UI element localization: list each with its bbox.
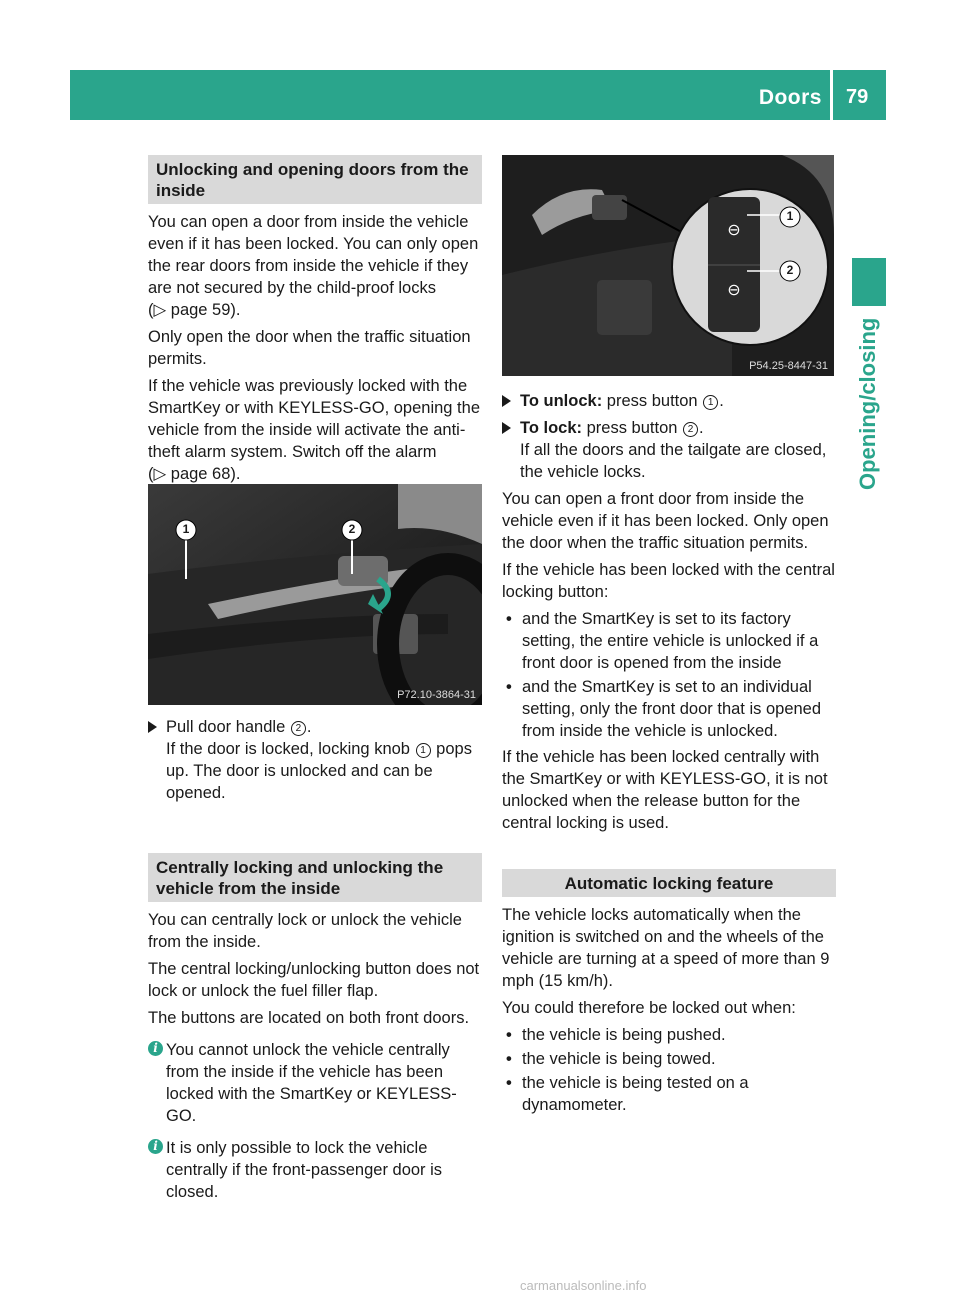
step-unlock: To unlock: press button 1 . (502, 390, 836, 412)
step-lock: To lock: press button 2 . If all the doors and the tailgate are closed, the vehicle locks. (502, 417, 836, 483)
paragraph: Only open the door when the traffic situation permits. (148, 328, 471, 368)
bullet-icon: • (506, 1050, 512, 1068)
side-tab-marker (852, 258, 886, 306)
info-note: i You cannot unlock the vehicle centrally from the inside if the vehicle has been locked with the SmartKey or KEYLESS-GO. (148, 1039, 482, 1127)
callout-2-icon: 2 (683, 422, 698, 437)
callout-2-icon: 2 (291, 721, 306, 736)
header-separator (830, 70, 833, 120)
paragraph: If the vehicle was previously locked with the SmartKey or with KEYLESS-GO, opening the vehicle from the inside will activate the anti-theft alarm system. Switch off the alarm (▷ page 68). (148, 377, 480, 483)
header-title: Doors (758, 86, 822, 109)
paragraph: You can open a front door from inside the vehicle even if it has been locked. Only open the door when the traffic situation permits. (502, 490, 829, 552)
paragraph: You could therefore be locked out when: (502, 999, 796, 1017)
section-heading-central-locking: Centrally locking and unlocking the vehicle from the inside (148, 853, 482, 902)
watermark: carmanualsonline.info (520, 1278, 647, 1293)
callout-1-icon: 1 (703, 395, 718, 410)
door-handle-figure (148, 484, 482, 705)
svg-text:⊖: ⊖ (727, 280, 741, 299)
figure-marker-1: 1 (786, 209, 794, 223)
bullet-icon: • (506, 678, 512, 696)
paragraph: You can open a door from inside the vehicle even if it has been locked. You can only open the rear doors from inside the vehicle if they are not secured by the child-proof locks (▷ page 59). (148, 213, 479, 319)
svg-text:⊖: ⊖ (727, 220, 741, 239)
left-column-lower (148, 716, 482, 1208)
figure-code: P72.10-3864-31 (397, 689, 476, 701)
info-icon: i (148, 1041, 163, 1056)
section-heading-automatic-locking: Automatic locking feature (502, 869, 836, 897)
lock-buttons-figure (502, 155, 834, 376)
list-item: • and the SmartKey is set to an individual setting, only the front door that is opened from inside the vehicle is unlocked. (506, 678, 822, 740)
figure-marker-2: 2 (786, 263, 794, 277)
step-arrow-icon (148, 721, 157, 733)
step-arrow-icon (502, 395, 511, 407)
step-arrow-icon (502, 422, 511, 434)
side-tab-label: Opening/closing (855, 317, 880, 490)
list-item: • the vehicle is being towed. (506, 1050, 716, 1068)
figure-code: P54.25-8447-31 (749, 360, 828, 372)
list-item: • the vehicle is being pushed. (506, 1026, 726, 1044)
paragraph: If the vehicle has been locked centrally with the SmartKey or with KEYLESS-GO, it is not unlocked when the release button for the central locking is used. (502, 748, 828, 832)
callout-1-icon: 1 (416, 743, 431, 758)
list-item: • and the SmartKey is set to its factory setting, the entire vehicle is unlocked if a front door is opened from the inside (506, 610, 819, 672)
figure-marker-1: 1 (182, 522, 190, 536)
paragraph: The vehicle locks automatically when the ignition is switched on and the wheels of the vehicle are turning at a speed of more than 9 mph (15 km/h). (502, 906, 830, 990)
info-icon: i (148, 1139, 163, 1154)
left-column (148, 155, 482, 490)
figure-marker-2: 2 (348, 522, 356, 536)
paragraph: If the vehicle has been locked with the central locking button: (502, 561, 835, 601)
bullet-icon: • (506, 1074, 512, 1092)
right-column (502, 390, 836, 1118)
paragraph: You can centrally lock or unlock the vehicle from the inside. (148, 911, 462, 951)
bullet-icon: • (506, 1026, 512, 1044)
bullet-icon: • (506, 610, 512, 628)
paragraph: The central locking/unlocking button does not lock or unlock the fuel filler flap. (148, 960, 480, 1000)
page-number: 79 (846, 86, 869, 108)
step-pull-handle: Pull door handle 2 . If the door is locked, locking knob 1 pops up. The door is unlocked and can be opened. (148, 716, 482, 804)
door-interior-illustration (148, 484, 482, 705)
paragraph: The buttons are located on both front doors. (148, 1009, 470, 1027)
info-note: i It is only possible to lock the vehicle centrally if the front-passenger door is closed. (148, 1137, 482, 1203)
section-heading-unlocking: Unlocking and opening doors from the inside (148, 155, 482, 204)
list-item: • the vehicle is being tested on a dynamometer. (506, 1074, 749, 1114)
